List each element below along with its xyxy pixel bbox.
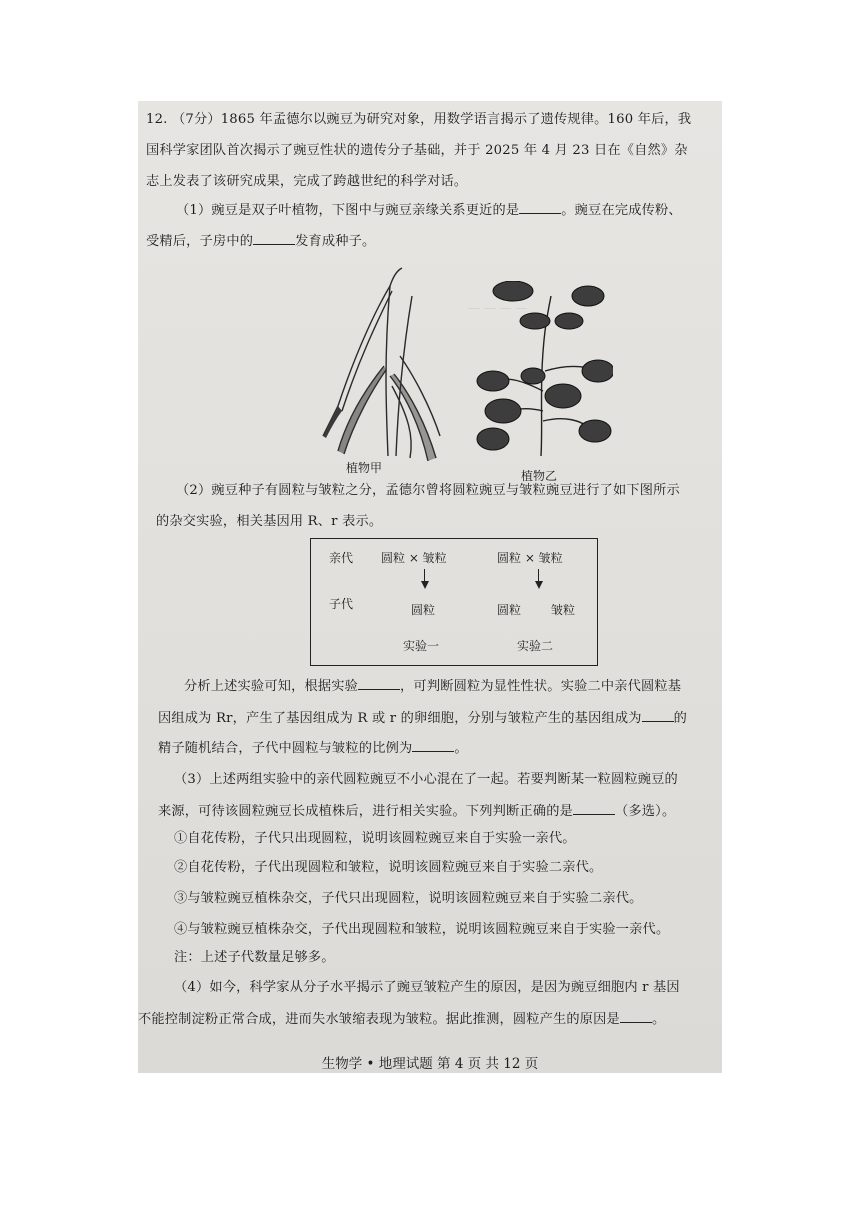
answer-blank[interactable] bbox=[253, 232, 295, 245]
exam-page bbox=[138, 101, 722, 1073]
plant-a-label: 植物甲 bbox=[346, 461, 383, 475]
part3-line1: （3）上述两组实验中的亲代圆粒豌豆不小心混在了一起。若要判断某一粒圆粒豌豆的 bbox=[174, 772, 678, 787]
part4-line1: （4）如今，科学家从分子水平揭示了豌豆皱粒产生的原因，是因为豌豆细胞内 r 基因 bbox=[174, 980, 680, 995]
exp1-name: 实验一 bbox=[403, 639, 440, 653]
exp2-arrow bbox=[538, 569, 539, 581]
plant-a-illustration bbox=[318, 266, 448, 461]
exp2-parents: 圆粒 × 皱粒 bbox=[497, 551, 563, 565]
exp1-offspring: 圆粒 bbox=[411, 603, 436, 617]
exp2-name: 实验二 bbox=[517, 639, 554, 653]
intro-line-3: 志上发表了该研究成果，完成了跨越世纪的科学对话。 bbox=[146, 174, 468, 189]
note: 注：上述子代数量足够多。 bbox=[174, 950, 335, 965]
option-3: ③与皱粒豌豆植株杂交，子代只出现圆粒，说明该圆粒豌豆来自于实验二亲代。 bbox=[174, 891, 643, 906]
intro-line-2: 国科学家团队首次揭示了豌豆性状的遗传分子基础，并于 2025 年 4 月 23 日在《自然》杂 bbox=[146, 143, 688, 158]
answer-blank[interactable] bbox=[573, 802, 615, 815]
part3-line2: 来源，可待该圆粒豌豆长成植株后，进行相关实验。下列判断正确的是 （多选）。 bbox=[158, 804, 676, 819]
offspring-generation-label: 子代 bbox=[329, 597, 354, 611]
exp1-arrow bbox=[424, 569, 425, 581]
part4-line2: 不能控制淀粉正常合成，进而失水皱缩表现为皱粒。据此推测，圆粒产生的原因是 。 bbox=[138, 1012, 666, 1027]
analysis-line2: 因组成为 Rr，产生了基因组成为 R 或 r 的卵细胞，分别与皱粒产生的基因组成为 的 bbox=[158, 711, 688, 726]
question-header: 12. （7分）1865 年孟德尔以豌豆为研究对象，用数学语言揭示了遗传规律。160 年后，我 bbox=[146, 112, 692, 127]
bleed-through-1: — — — — bbox=[468, 301, 528, 315]
answer-blank[interactable] bbox=[358, 677, 400, 690]
plant-b-illustration bbox=[473, 281, 613, 461]
analysis-line1: 分析上述实验可知，根据实验 ，可判断圆粒为显性性状。实验二中亲代圆粒基 bbox=[184, 679, 682, 694]
parent-generation-label: 亲代 bbox=[329, 551, 354, 565]
part2-line1: （2）豌豆种子有圆粒与皱粒之分，孟德尔曾将圆粒豌豆与皱粒豌豆进行了如下图所示 bbox=[176, 483, 680, 498]
exp2-offspring-b: 皱粒 bbox=[551, 603, 576, 617]
answer-blank[interactable] bbox=[620, 1010, 652, 1023]
answer-blank[interactable] bbox=[642, 709, 674, 722]
page-footer: 生物学 • 地理试题 第 4 页 共 12 页 bbox=[321, 1056, 539, 1072]
exp2-arrowhead bbox=[535, 581, 543, 589]
option-1: ①自花传粉，子代只出现圆粒，说明该圆粒豌豆来自于实验一亲代。 bbox=[174, 831, 576, 846]
option-2: ②自花传粉，子代出现圆粒和皱粒，说明该圆粒豌豆来自于实验二亲代。 bbox=[174, 860, 603, 875]
part1-line2: 受精后，子房中的 发育成种子。 bbox=[146, 234, 376, 249]
exp2-offspring-a: 圆粒 bbox=[497, 603, 522, 617]
option-4: ④与皱粒豌豆植株杂交，子代出现圆粒和皱粒，说明该圆粒豌豆来自于实验一亲代。 bbox=[174, 922, 670, 937]
part1-line1: （1）豌豆是双子叶植物，下图中与豌豆亲缘关系更近的是 。豌豆在完成传粉、 bbox=[176, 203, 682, 218]
plant-b-label: 植物乙 bbox=[521, 469, 558, 483]
exp1-parents: 圆粒 × 皱粒 bbox=[381, 551, 447, 565]
cross-diagram bbox=[310, 538, 598, 666]
answer-blank[interactable] bbox=[519, 201, 561, 214]
answer-blank[interactable] bbox=[412, 739, 454, 752]
analysis-line3: 精子随机结合，子代中圆粒与皱粒的比例为 。 bbox=[158, 741, 468, 756]
exp1-arrowhead bbox=[421, 581, 429, 589]
part2-line2: 的杂交实验，相关基因用 R、r 表示。 bbox=[156, 514, 383, 529]
